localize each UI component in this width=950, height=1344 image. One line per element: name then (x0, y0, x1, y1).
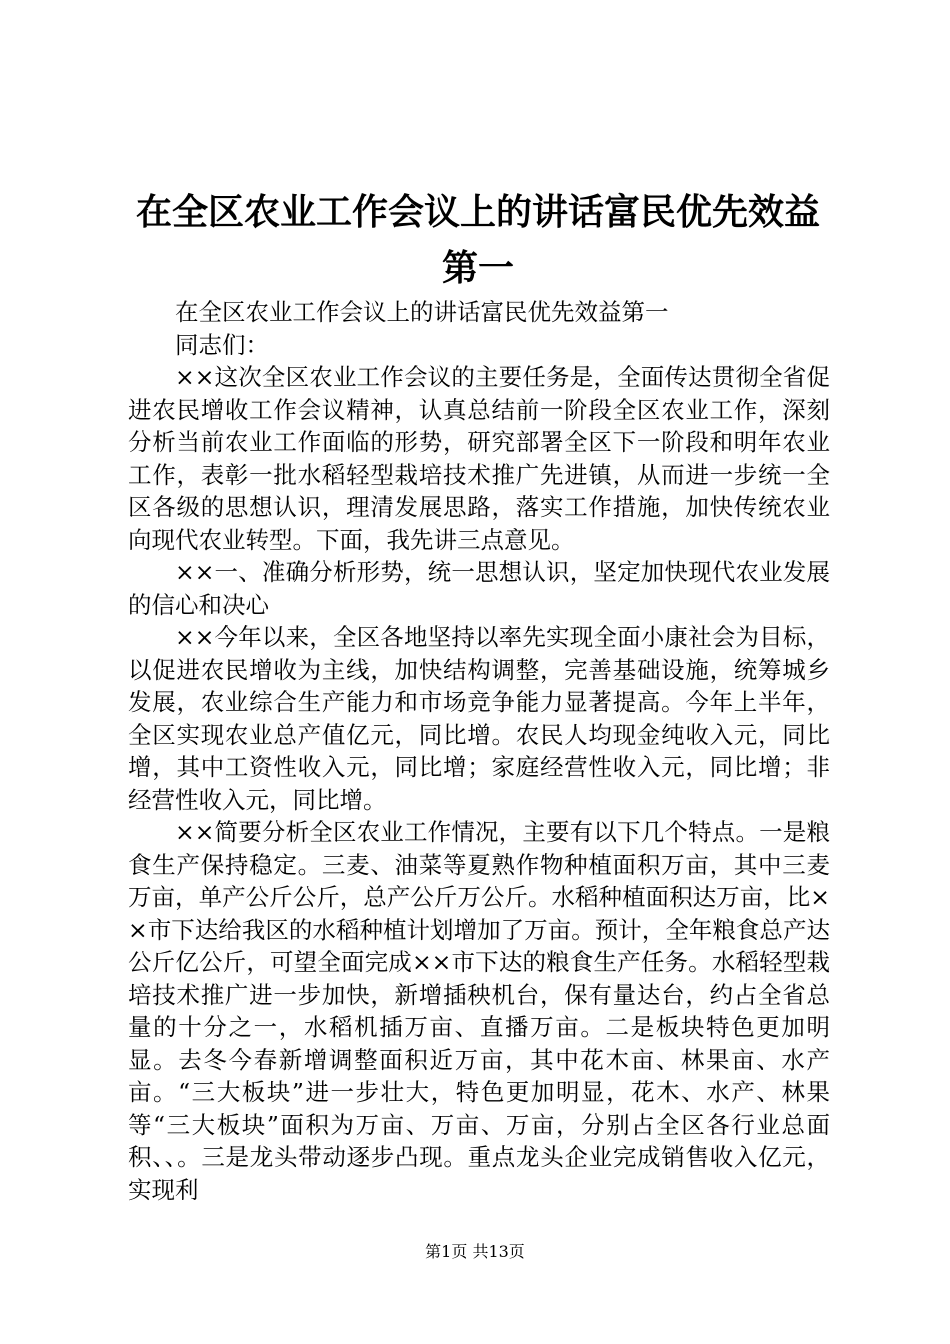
document-title: 在全区农业工作会议上的讲话富民优先效益第一 (135, 191, 820, 289)
body-paragraph: ××这次全区农业工作会议的主要任务是，全面传达贯彻全省促进农民增收工作会议精神，认真总结前一阶段全区农业工作，深刻分析当前农业工作面临的形势，研究部署全区下一阶段和明年农业工作，表彰一批水稻轻型栽培技术推广先进镇，从而进一步统一全区各级的思想认识，理清发展思路，落实工作措施，加快传统农业向现代农业转型。下面，我先讲三点意见。 (128, 363, 830, 554)
body-paragraph: ××今年以来，全区各地坚持以率先实现全面小康社会为目标，以促进农民增收为主线，加快结构调整，完善基础设施，统筹城乡发展，农业综合生产能力和市场竞争能力显著提高。今年上半年，全区实现农业总产值亿元，同比增。农民人均现金纯收入元，同比增，其中工资性收入元，同比增；家庭经营性收入元，同比增；非经营性收入元，同比增。 (128, 623, 830, 814)
body-paragraph: ××简要分析全区农业工作情况，主要有以下几个特点。一是粮食生产保持稳定。三麦、油菜等夏熟作物种植面积万亩，其中三麦万亩，单产公斤公斤，总产公斤万公斤。水稻种植面积达万亩，比××市下达给我区的水稻种植计划增加了万亩。预计，全年粮食总产达公斤亿公斤，可望全面完成××市下达的粮食生产任务。水稻轻型栽培技术推广进一步加快，新增插秧机台，保有量达台，约占全省总量的十分之一，水稻机插万亩、直播万亩。二是板块特色更加明显。去冬今春新增调整面积近万亩，其中花木亩、林果亩、水产亩。“三大板块”进一步壮大，特色更加明显，花木、水产、林果等“三大板块”面积为万亩、万亩、万亩，分别占全区各行业总面积、、。三是龙头带动逐步凸现。重点龙头企业完成销售收入亿元，实现利 (128, 818, 830, 1204)
document-body (128, 296, 830, 1206)
page-footer: 第1页 共13页 (425, 1242, 525, 1261)
body-paragraph: 同志们： (175, 330, 269, 359)
body-paragraph: 在全区农业工作会议上的讲话富民优先效益第一 (175, 298, 669, 326)
section-heading: ××一、准确分析形势，统一思想认识，坚定加快现代农业发展的信心和决心 (128, 558, 830, 619)
